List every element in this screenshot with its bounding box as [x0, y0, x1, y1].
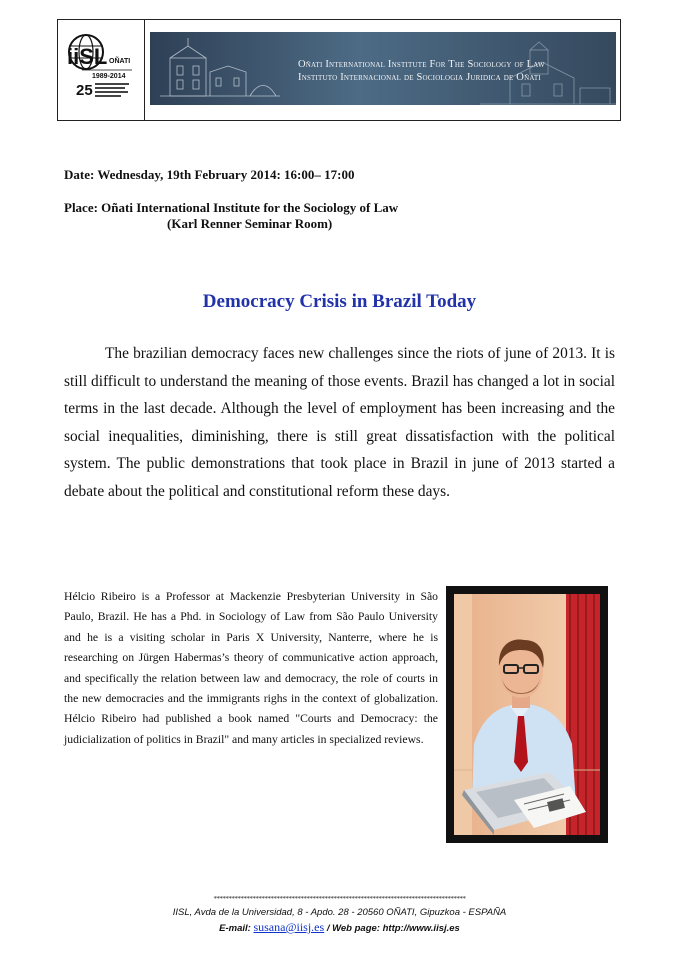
talk-title: Democracy Crisis in Brazil Today — [202, 291, 477, 312]
speaker-photo — [446, 586, 608, 843]
event-date: Date: Wednesday, 19th February 2014: 16:00– 17:00 — [64, 167, 355, 182]
speaker-portrait-image — [454, 594, 600, 835]
speaker-bio: Hélcio Ribeiro is a Professor at Mackenzie Presbyterian University in São Paulo, Brazil. He has a Phd. in Sociology of Law from São Paulo University and he is a visiting scholar in Paris X University, Nanterre, where he is researching on Jürgen Habermas’s theory of communicative action approach, and specifically the relation between law and democracy, the role of courts in the new democracies and the immigrants righs in the context of globalization. Hélcio Ribeiro had published a book named "Courts and Democracy: the judicialization of politics in Brazil" and many articles in specialized reviews. — [64, 590, 438, 746]
iisl-logo — [62, 32, 140, 110]
web-page-text: / Web page: http://www.iisj.es — [324, 923, 460, 934]
footer-address: IISL, Avda de la Universidad, 8 - Apdo. 28 - 20560 OÑATI, Gipuzkoa - ESPAÑA — [172, 907, 507, 918]
event-room: (Karl Renner Seminar Room) — [167, 216, 333, 231]
email-label: E-mail: — [219, 923, 254, 934]
logo-cell — [58, 20, 145, 120]
logo-years: 1989-2014 — [92, 73, 126, 80]
logo-place: OÑATI — [109, 58, 131, 65]
institute-banner — [150, 32, 616, 105]
email-link[interactable]: susana@iisj.es — [253, 920, 325, 934]
footer-separator: ************************************************************************************ — [213, 895, 466, 903]
logo-anniversary: 25 — [76, 82, 93, 99]
institute-name-en: Oñati International Institute For The Sociology of Law — [298, 59, 545, 70]
abstract-paragraph: The brazilian democracy faces new challenges since the riots of june of 2013. It is still difficult to understand the meaning of those events. Brazil has changed a lot in social terms in the last decade. Although the level of employment has been increasing and the social inequalities, diminishing, there is still great dissatisfaction with the political system. The public demonstrations that took place in Brazil in june of 2013 started a debate about the political and constitutional reform these days. — [64, 345, 615, 500]
footer-contact — [0, 920, 679, 935]
logo-acronym: iiSL — [67, 44, 108, 69]
institute-name-es: Instituto Internacional de Sociologia Juridica de Oñati — [298, 72, 541, 83]
event-place: Place: Oñati International Institute for the Sociology of Law — [64, 200, 399, 215]
letterhead — [57, 19, 621, 121]
